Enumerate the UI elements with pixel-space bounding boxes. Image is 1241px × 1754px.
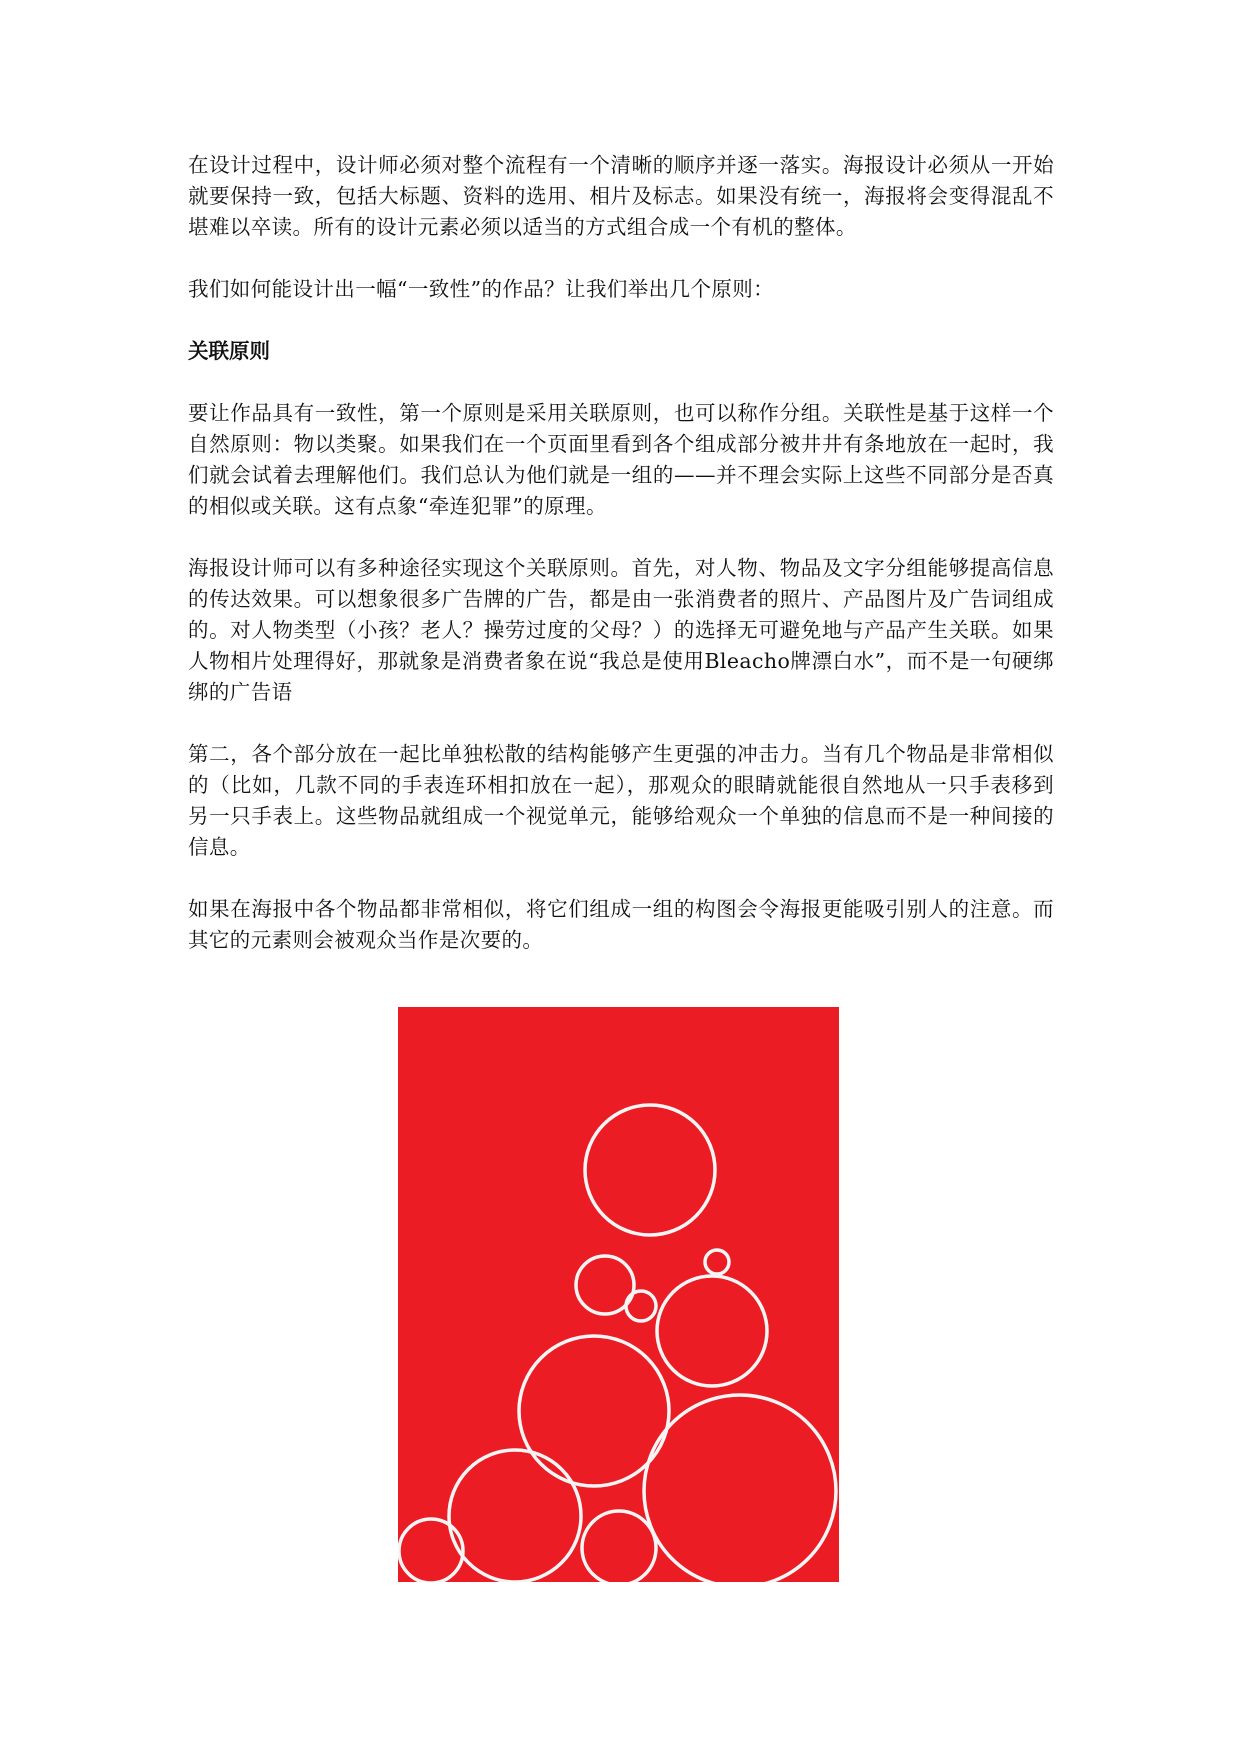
paragraph-intro-2: 我们如何能设计出一幅“一致性”的作品？让我们举出几个原则： (188, 277, 775, 301)
circle-top (585, 1105, 715, 1235)
circles-graphic (398, 1007, 839, 1582)
paragraph-body-4: 如果在海报中各个物品都非常相似，将它们组成一组的构图会令海报更能吸引别人的注意。而其它的元素则会被观众当作是次要的。 (188, 897, 1054, 952)
section-heading: 关联原则 (188, 339, 270, 363)
circle-tiny-center (626, 1291, 656, 1321)
document-body (188, 150, 1054, 987)
paragraph-body-2: 海报设计师可以有多种途径实现这个关联原则。首先，对人物、物品及文字分组能够提高信息的传达效果。可以想象很多广告牌的广告，都是由一张消费者的照片、产品图片及广告词组成的。对人物类型（小孩？老人？操劳过度的父母？）的选择无可避免地与产品产生关联。如果人物相片处理得好，那就象是消费者象在说“我总是使用Bleacho牌漂白水”，而不是一句硬绑绑的广告语 (188, 556, 1054, 704)
circle-small-bottom-center (582, 1511, 656, 1582)
paragraph-intro-1: 在设计过程中，设计师必须对整个流程有一个清晰的顺序并逐一落实。海报设计必须从一开始就要保持一致，包括大标题、资料的选用、相片及标志。如果没有统一，海报将会变得混乱不堪难以卒读。所有的设计元素必须以适当的方式组合成一个有机的整体。 (188, 153, 1054, 239)
paragraph-body-3: 第二，各个部分放在一起比单独松散的结构能够产生更强的冲击力。当有几个物品是非常相似的（比如，几款不同的手表连环相扣放在一起），那观众的眼睛就能很自然地从一只手表移到另一只手表上。这些物品就组成一个视觉单元，能够给观众一个单独的信息而不是一种间接的信息。 (188, 742, 1054, 859)
poster-illustration (398, 1007, 839, 1582)
circle-xlarge-right (644, 1395, 836, 1582)
circle-small-bottom-left (399, 1519, 463, 1582)
paragraph-body-1: 要让作品具有一致性，第一个原则是采用关联原则，也可以称作分组。关联性是基于这样一个自然原则：物以类聚。如果我们在一个页面里看到各个组成部分被井井有条地放在一起时，我们就会试着去理解他们。我们总认为他们就是一组的——并不理会实际上这些不同部分是否真的相似或关联。这有点象“牵连犯罪”的原理。 (188, 401, 1054, 518)
circle-medium-bottom-left (449, 1450, 581, 1582)
circle-tiny-right (705, 1250, 729, 1274)
circle-medium-right (657, 1276, 767, 1386)
